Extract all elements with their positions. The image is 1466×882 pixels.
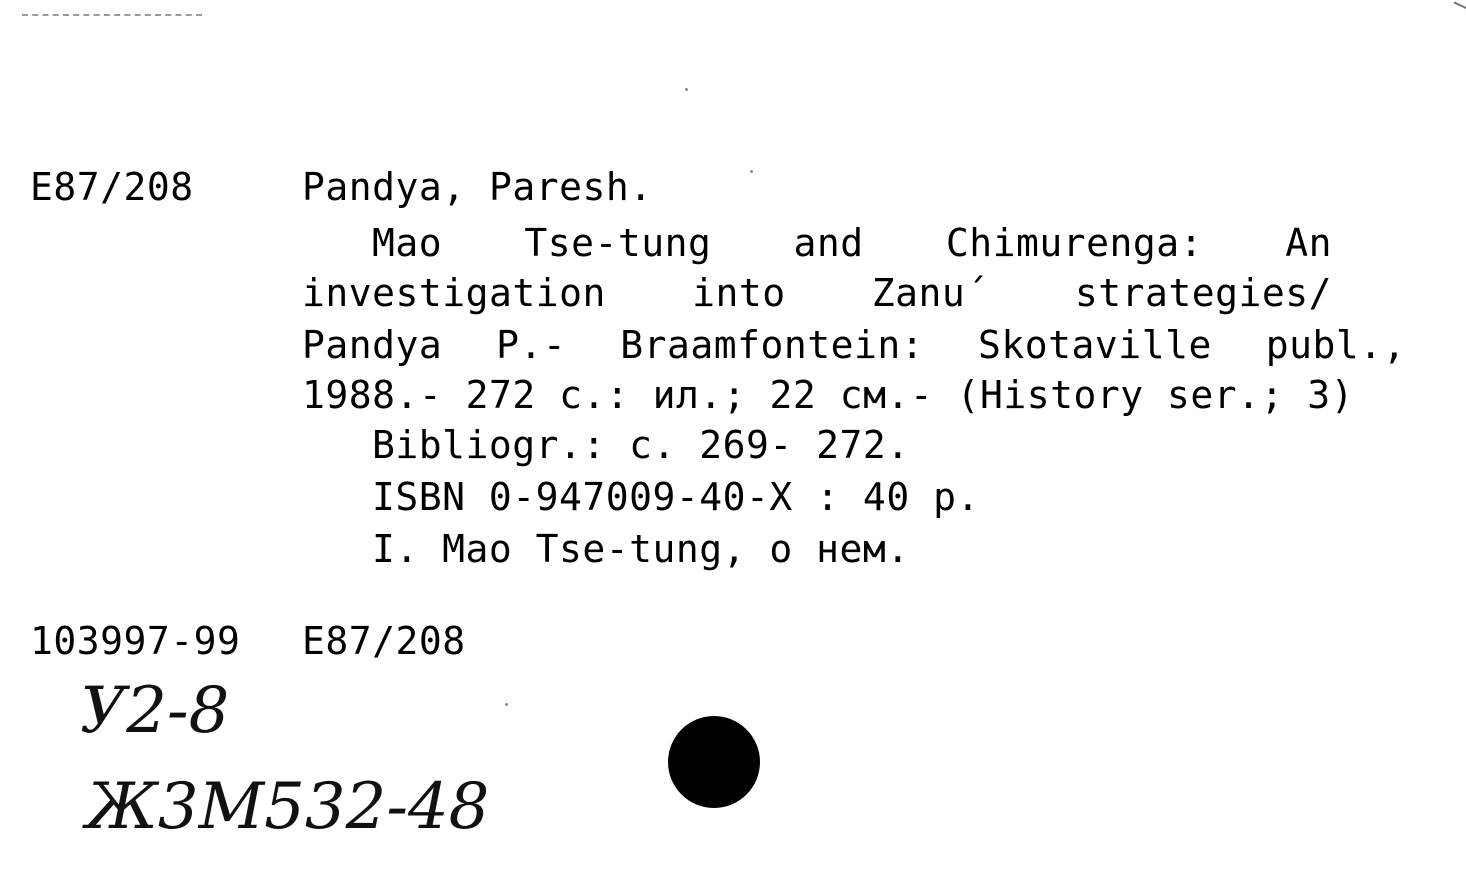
dashed-mark bbox=[22, 14, 202, 20]
corner-mark bbox=[1451, 1, 1466, 14]
isbn-note: ISBN 0-947009-40-X : 40 р. bbox=[372, 475, 980, 519]
title-line-2: investigation into Zanu´ strategies/ bbox=[302, 271, 1332, 315]
inventory-call-number: E87/208 bbox=[302, 619, 466, 663]
handwritten-author-mark: Ж3М532-48 bbox=[86, 770, 490, 844]
handwritten-classification: У2-8 bbox=[80, 674, 230, 748]
inventory-number: 103997-99 bbox=[30, 619, 241, 663]
punch-hole bbox=[668, 716, 760, 808]
title-line-4: 1988.- 272 с.: ил.; 22 см.- (History ser.; 3) bbox=[302, 373, 1355, 417]
title-line-1: Mao Tse-tung and Chimurenga: An bbox=[372, 221, 1332, 265]
speck bbox=[750, 170, 753, 173]
call-number: E87/208 bbox=[30, 165, 194, 209]
author-heading: Pandya, Paresh. bbox=[302, 165, 653, 209]
bibliography-note: Bibliogr.: с. 269- 272. bbox=[372, 423, 910, 467]
subject-note: I. Mao Tse-tung, о нем. bbox=[372, 527, 910, 571]
speck bbox=[685, 88, 688, 91]
title-line-3: Pandya P.- Braamfontein: Skotaville publ., bbox=[302, 323, 1406, 367]
speck bbox=[505, 703, 508, 706]
